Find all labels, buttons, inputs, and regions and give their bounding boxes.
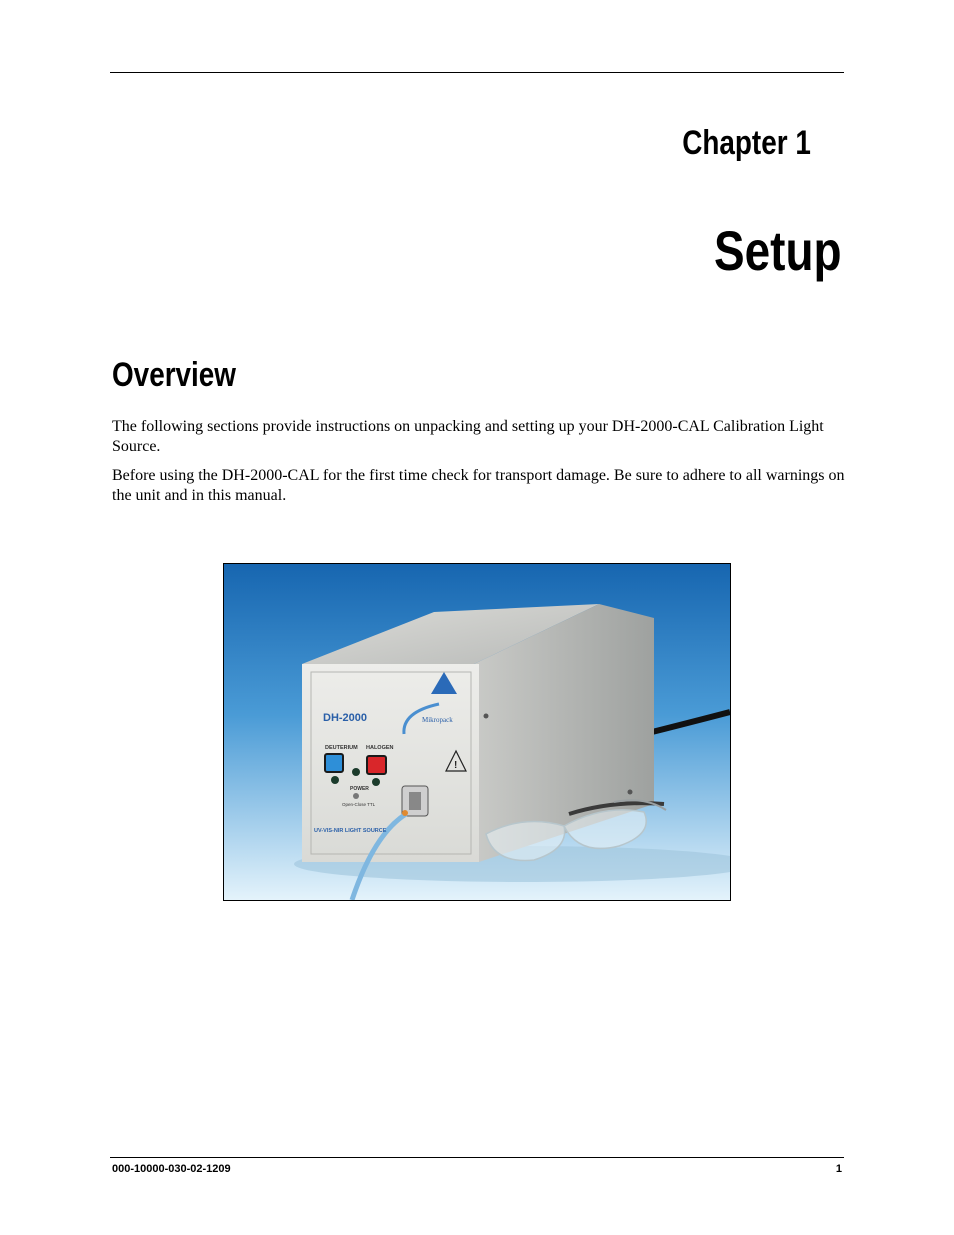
panel-model-text: DH-2000 [323,712,368,724]
power-label: POWER [350,786,369,792]
deuterium-label: DEUTERIUM [325,745,358,751]
light-source-illustration [224,564,730,900]
ttl-label: Open-Close TTL [342,802,376,807]
halogen-button [367,756,386,774]
overview-paragraph-2: Before using the DH-2000-CAL for the first time check for transport damage. Be sure to adhere to all warnings on the unit and in this manual. [112,467,845,504]
overview-paragraph-1: The following sections provide instructions on unpacking and setting up your DH-2000-CAL Calibration Light Source. [112,418,824,455]
section-heading-overview: Overview [112,356,236,394]
deuterium-button [325,754,343,772]
footer-page-number: 1 [835,1163,842,1175]
brand-text: Mikropack [422,716,453,724]
halogen-label: HALOGEN [366,745,394,751]
footer-doc-number: 000-10000-030-02-1209 [112,1163,231,1175]
chapter-title: Setup [714,219,842,282]
chapter-label: Chapter 1 [682,124,811,162]
header-rule [110,72,844,73]
footer-rule [110,1157,844,1158]
product-photo-figure [223,563,731,901]
svg-text:!: ! [454,760,458,771]
panel-footer-text: UV-VIS-NIR LIGHT SOURCE [314,828,387,834]
